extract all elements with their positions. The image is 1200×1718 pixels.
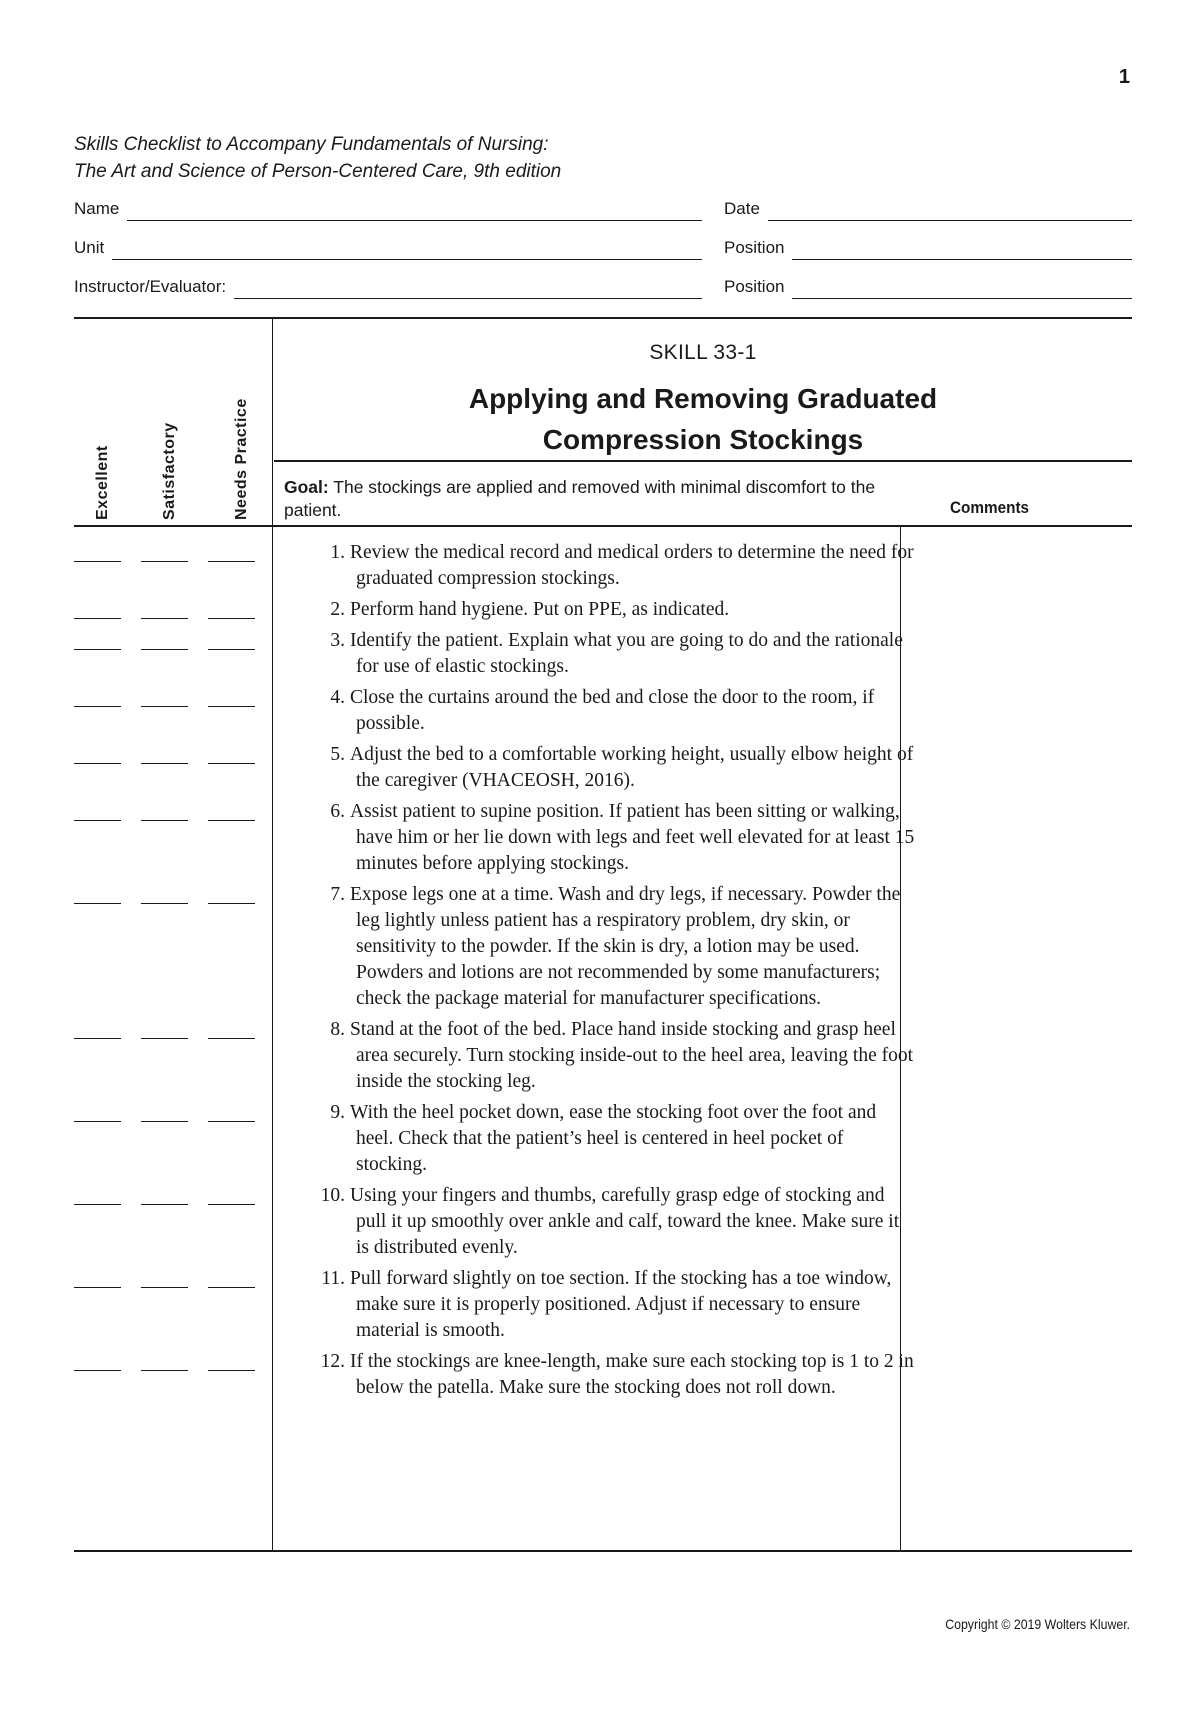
instructor-field[interactable] [74,271,702,299]
step-number: 3. [330,630,345,651]
excellent-blank[interactable] [74,1370,121,1371]
book-title-line-1: Skills Checklist to Accompany Fundamentals of Nursing: [74,134,549,155]
step-text: Close the curtains around the bed and close the door to the room, if possible. [350,687,875,734]
rating-blanks [74,903,274,905]
comments-header: Comments [950,498,1030,517]
rating-blanks [74,1204,274,1206]
needs-practice-blank[interactable] [208,1287,255,1288]
satisfactory-blank[interactable] [141,1121,188,1122]
rating-blanks [74,820,274,822]
step-8 [74,1017,914,1095]
step-3 [74,628,904,680]
instructor-label: Instructor/Evaluator: [74,277,227,296]
excellent-blank[interactable] [74,1121,121,1122]
book-title-line-2: The Art and Science of Person-Centered Care, 9th edition [74,161,562,182]
name-date-row [74,193,1132,221]
position-line-2[interactable] [792,278,1132,299]
position-label-1: Position [724,238,785,257]
excellent-blank[interactable] [74,903,121,904]
table-bottom-rule [74,1550,1132,1552]
step-6 [74,799,915,877]
step-text: Using your fingers and thumbs, carefully grasp edge of stocking and pull it up smoothly over ankle and calf, toward the knee. Make sure it is distributed evenly. [350,1185,900,1258]
step-text: Identify the patient. Explain what you are going to do and the rationale for use of elastic stockings. [350,630,903,677]
satisfactory-blank[interactable] [141,1204,188,1205]
excellent-blank[interactable] [74,1204,121,1205]
satisfactory-blank[interactable] [141,1038,188,1039]
step-10 [74,1183,904,1261]
goal-text: The stockings are applied and removed with minimal discomfort to the patient. [284,477,876,520]
step-1 [74,540,914,592]
position-line-1[interactable] [792,239,1132,260]
satisfactory-blank[interactable] [141,1370,188,1371]
goal-statement [284,476,884,522]
title-rule [274,460,1132,462]
needs-practice-blank[interactable] [208,649,255,650]
step-2 [74,597,904,623]
date-field[interactable] [724,193,1132,221]
step-11 [74,1266,904,1344]
step-text: Adjust the bed to a comfortable working height, usually elbow height of the caregiver (VHACEOSH, 2016). [350,744,914,791]
book-title [74,131,561,185]
rating-blanks [74,1370,274,1372]
step-number: 2. [330,599,345,620]
rating-blanks [74,561,274,563]
needs-practice-blank[interactable] [208,618,255,619]
excellent-blank[interactable] [74,618,121,619]
rating-blanks [74,706,274,708]
excellent-blank[interactable] [74,561,121,562]
step-4 [74,685,904,737]
satisfactory-blank[interactable] [141,903,188,904]
step-text: Perform hand hygiene. Put on PPE, as indicated. [350,599,730,620]
step-text: Review the medical record and medical orders to determine the need for graduated compression stockings. [350,542,914,589]
needs-practice-blank[interactable] [208,706,255,707]
needs-practice-blank[interactable] [208,1038,255,1039]
step-9 [74,1100,904,1178]
needs-practice-blank[interactable] [208,1121,255,1122]
skill-title [274,378,1132,460]
rating-blanks [74,1038,274,1040]
step-number: 4. [330,687,345,708]
skill-title-line-1: Applying and Removing Graduated [468,383,938,414]
step-number: 8. [330,1019,345,1040]
position-label-2: Position [724,277,785,296]
satisfactory-blank[interactable] [141,561,188,562]
step-number: 6. [330,801,345,822]
excellent-blank[interactable] [74,1038,121,1039]
unit-position-row [74,232,1132,260]
step-7 [74,882,904,1012]
step-text: Pull forward slightly on toe section. If the stocking has a toe window, make sure it is properly positioned. Adjust if necessary to ensure material is smooth. [350,1268,892,1341]
position-field-1[interactable] [724,232,1132,260]
needs-practice-blank[interactable] [208,1204,255,1205]
table-top-rule [74,317,1132,319]
header-needs-practice: Needs Practice [233,398,250,520]
page-number: 1 [1118,66,1130,88]
copyright: Copyright © 2019 Wolters Kluwer. [945,1616,1130,1632]
step-text: If the stockings are knee-length, make sure each stocking top is 1 to 2 in below the patella. Make sure the stocking does not roll down. [350,1351,914,1398]
rating-blanks [74,618,274,620]
step-number: 5. [330,744,345,765]
step-number: 1. [330,542,345,563]
instructor-line[interactable] [234,278,702,299]
step-text: With the heel pocket down, ease the stocking foot over the foot and heel. Check that the patient’s heel is centered in heel pocket of stocking. [350,1102,877,1175]
step-number: 10. [320,1185,345,1206]
goal-label: Goal: [284,477,329,497]
step-text: Assist patient to supine position. If patient has been sitting or walking, have him or her lie down with legs and feet well elevated for at least 15 minutes before applying stockings. [350,801,915,874]
step-number: 12. [320,1351,345,1372]
excellent-blank[interactable] [74,1287,121,1288]
rating-blanks [74,1287,274,1289]
step-number: 7. [330,884,345,905]
step-text: Stand at the foot of the bed. Place hand inside stocking and grasp heel area securely. Turn stocking inside-out to the heel area, leaving the foot inside the stocking leg. [350,1019,914,1092]
needs-practice-blank[interactable] [208,763,255,764]
skill-number: SKILL 33-1 [649,341,757,364]
needs-practice-blank[interactable] [208,820,255,821]
step-number: 9. [330,1102,345,1123]
satisfactory-blank[interactable] [141,820,188,821]
name-field[interactable] [74,193,702,221]
step-5 [74,742,914,794]
unit-label: Unit [74,238,105,257]
header-satisfactory: Satisfactory [161,422,178,520]
date-line[interactable] [768,200,1132,221]
rating-blanks [74,763,274,765]
step-12 [74,1349,914,1401]
unit-line[interactable] [112,239,702,260]
rating-blanks [74,649,274,651]
satisfactory-blank[interactable] [141,763,188,764]
excellent-blank[interactable] [74,820,121,821]
satisfactory-blank[interactable] [141,706,188,707]
satisfactory-blank[interactable] [141,649,188,650]
excellent-blank[interactable] [74,649,121,650]
date-label: Date [724,199,760,218]
name-line[interactable] [127,200,702,221]
satisfactory-blank[interactable] [141,1287,188,1288]
needs-practice-blank[interactable] [208,903,255,904]
excellent-blank[interactable] [74,763,121,764]
excellent-blank[interactable] [74,706,121,707]
skill-title-line-2: Compression Stockings [542,424,864,455]
rating-blanks [74,1121,274,1123]
instructor-position-row [74,271,1132,299]
satisfactory-blank[interactable] [141,618,188,619]
needs-practice-blank[interactable] [208,1370,255,1371]
needs-practice-blank[interactable] [208,561,255,562]
step-number: 11. [321,1268,345,1289]
header-excellent: Excellent [94,445,111,520]
unit-field[interactable] [74,232,702,260]
steps-list [74,540,915,1406]
position-field-2[interactable] [724,271,1132,299]
header-bottom-rule [74,525,1132,527]
name-label: Name [74,199,120,218]
step-text: Expose legs one at a time. Wash and dry legs, if necessary. Powder the leg lightly unless patient has a respiratory problem, dry skin, or sensitivity to the powder. If the skin is dry, a lotion may be used. Powders and lotions are not recommended by some manufacturers; check the package material for manufacturer specifications. [350,884,901,1009]
